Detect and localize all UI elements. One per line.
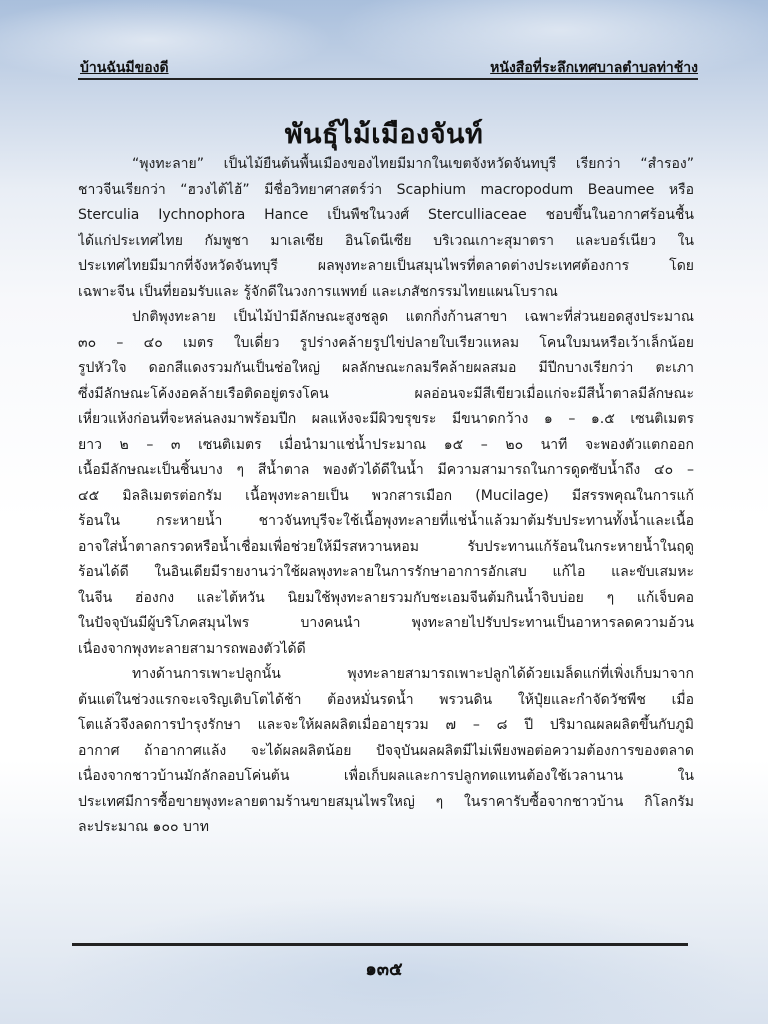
footer-rule [72,943,688,946]
body-line: เนื่องจากชาวบ้านมักลักลอบโค่นต้น เพื่อเก็บผลและการปลูกทดแทนต้องใช้เวลานาน ใน [78,768,694,784]
body-line: ๔๕ มิลลิเมตรต่อกรัม เนื้อพุงทะลายเป็น พวกสารเมือก (Mucilage) มีสรรพคุณในการแก้ [78,487,694,504]
body-line: อาจใส่น้ำตาลกรวดหรือน้ำเชื่อมเพื่อช่วยให้มีรสหวานหอม รับประทานแก้ร้อนในกระหายน้ำในฤดู [78,538,694,555]
body-line: ร้อนใน กระหายน้ำ ชาวจันทบุรีจะใช้เนื้อพุงทะลายที่แช่น้ำแล้วมาต้มรับประทานทั้งน้ำและเนื้อ [78,513,694,529]
body-line: ในปัจจุบันมีผู้บริโภคสมุนไพร บางคนนำ พุงทะลายไปรับประทานเป็นอาหารลดความอ้วน [78,615,694,631]
body-line: ในจีน ฮ่องกง และไต้หวัน นิยมใช้พุงทะลายรวมกับชะเอมจีนต้มกินน้ำจิบบ่อย ๆ แก้เจ็บคอ [78,589,694,606]
body-line: ต้นแต่ในช่วงแรกจะเจริญเติบโตได้ช้า ต้องหมั่นรดน้ำ พรวนดิน ให้ปุ๋ยและกำจัดวัชพืช เมื่อ [78,691,694,708]
body-line: ซึ่งมีลักษณะโค้งงอคล้ายเรือติดอยู่ตรงโคน ผลอ่อนจะมีสีเขียวเมื่อแก่จะมีสีน้ำตาลมีลักษณะ [78,385,694,402]
body-line: ประเทศมีการซื้อขายพุงทะลายตามร้านขายสมุนไพรใหญ่ ๆ ในราคารับซื้อจากชาวบ้าน กิโลกรัม [78,793,694,810]
body-line: ชาวจีนเรียกว่า “ฮวงไต้ไฮ้” มีชื่อวิทยาศาสตร์ว่า Scaphium macropodum Beaumee หรือ [78,181,694,198]
body-text [78,152,694,841]
body-line: รูปหัวใจ ดอกสีแดงรวมกันเป็นช่อใหญ่ ผลลักษณะกลมรีคล้ายผลสมอ มีปีกบางเรียกว่า ตะเภา [78,360,694,376]
header-right-title: หนังสือที่ระลึกเทศบาลตำบลท่าช้าง [490,60,698,76]
body-line: เนื่องจากพุงทะลายสามารถพองตัวได้ดี [78,640,306,657]
body-line: ร้อนได้ดี ในอินเดียมีรายงานว่าใช้ผลพุงทะลายในการรักษาอาการอักเสบ แก้ไอ และขับเสมหะ [78,564,694,580]
body-line: ทางด้านการเพาะปลูกนั้น พุงทะลายสามารถเพาะปลูกได้ด้วยเมล็ดแก่ที่เพิ่งเก็บมาจาก [132,666,694,682]
body-line: ประเทศไทยมีมากที่จังหวัดจันทบุรี ผลพุงทะลายเป็นสมุนไพรที่ตลาดต่างประเทศต้องการ โดย [78,258,694,274]
body-line: เหี่ยวแห้งก่อนที่จะหล่นลงมาพร้อมปีก ผลแห้งจะมีผิวขรุขระ มีขนาดกว้าง ๑ – ๑.๕ เซนติเมตร [78,411,694,427]
page-number: ๑๓๕ [365,959,403,980]
body-line: ยาว ๒ – ๓ เซนติเมตร เมื่อนำมาแช่น้ำประมาณ ๑๕ – ๒๐ นาที จะพองตัวแตกออก [78,436,694,453]
body-line: ๓๐ – ๔๐ เมตร ใบเดี่ยว รูปร่างคล้ายรูปไข่ปลายใบเรียวแหลม โคนใบมนหรือเว้าเล็กน้อย [78,334,694,351]
page-title: พันธุ์ไม้เมืองจันท์ [284,119,484,150]
body-line: ปกติพุงทะลาย เป็นไม้ป่ามีลักษณะสูงชลูด แตกกิ่งก้านสาขา เฉพาะที่ส่วนยอดสูงประมาณ [132,309,694,325]
body-line: อากาศ ถ้าอากาศแล้ง จะได้ผลผลิตน้อย ปัจจุบันผลผลิตมีไม่เพียงพอต่อความต้องการของตลาด [78,742,694,759]
page-header [78,57,698,79]
body-line: Sterculia Iychnophora Hance เป็นพืชในวงศ์ Sterculliaceae ชอบขึ้นในอากาศร้อนชื้น [78,207,694,223]
body-line: ละประมาณ ๑๐๐ บาท [78,819,209,835]
body-line: เนื้อมีลักษณะเป็นชิ้นบาง ๆ สีน้ำตาล พองตัวได้ดีในน้ำ มีความสามารถในการดูดซับน้ำถึง ๔๐ – [78,462,694,478]
header-rule [78,78,698,80]
body-line: เฉพาะจีน เป็นที่ยอมรับและ รู้จักดีในวงการแพทย์ และเภสัชกรรมไทยแผนโบราณ [78,283,558,300]
body-line: โตแล้วจึงลดการบำรุงรักษา และจะให้ผลผลิตเมื่ออายุรวม ๗ – ๘ ปี ปริมาณผลผลิตขึ้นกับภูมิ [78,717,694,733]
body-line: “พุงทะลาย” เป็นไม้ยืนต้นพื้นเมืองของไทยมีมากในเขตจังหวัดจันทบุรี เรียกว่า “สำรอง” [132,156,694,172]
header-left-title: บ้านฉันมีของดี [80,60,169,76]
body-line: ได้แก่ประเทศไทย กัมพูชา มาเลเซีย อินโดนีเซีย บริเวณเกาะสุมาตรา และบอร์เนียว ใน [78,232,694,249]
